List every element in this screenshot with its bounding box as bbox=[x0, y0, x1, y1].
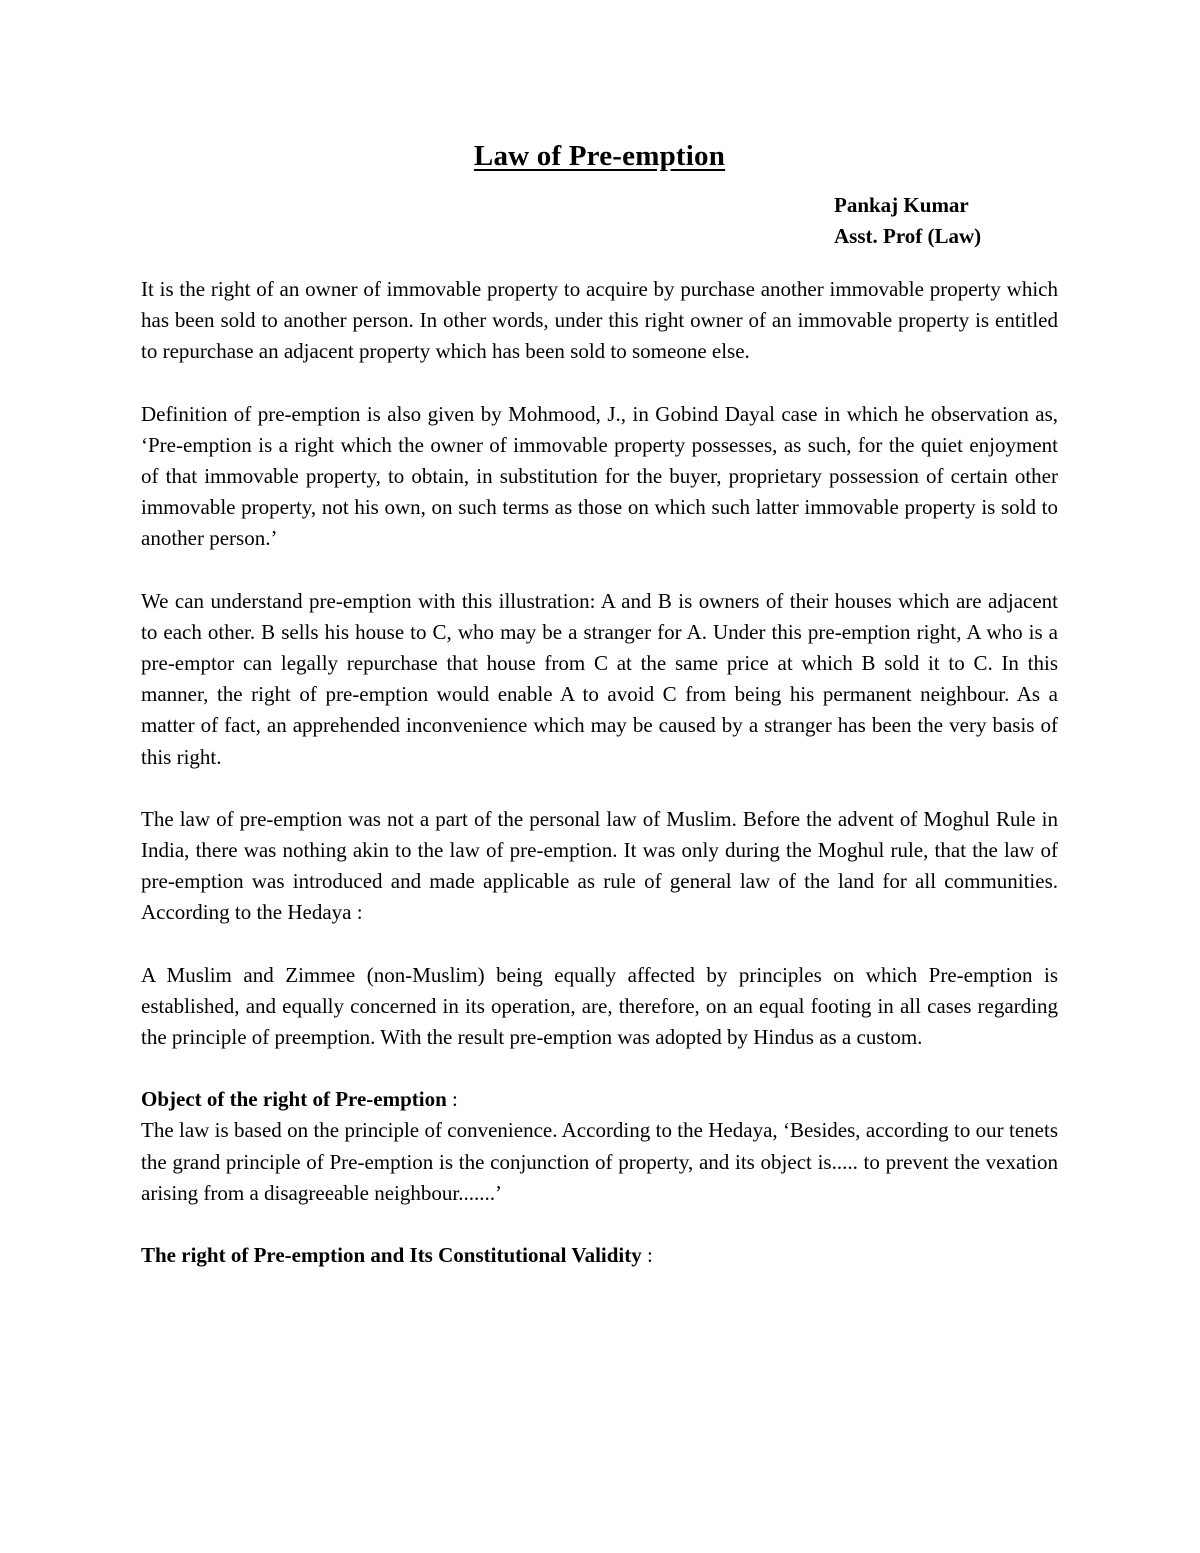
document-title: Law of Pre-emption bbox=[473, 140, 726, 172]
section-heading-validity bbox=[141, 1240, 1058, 1271]
section-heading-validity-suffix: : bbox=[641, 1243, 653, 1268]
section-heading-object-text: Object of the right of Pre-emption bbox=[141, 1087, 447, 1112]
section-heading-object bbox=[141, 1084, 1058, 1115]
paragraph-object: The law is based on the principle of convenience. According to the Hedaya, ‘Besides, according to our tenets the grand principle of Pre-emption is the conjunction of property, and its object is..... to prevent the vexation arising from a disagreeable neighbour.......’ bbox=[141, 1118, 1058, 1205]
author-name: Pankaj Kumar bbox=[834, 193, 969, 217]
section-heading-validity-text: The right of Pre-emption and Its Constitutional Validity bbox=[141, 1243, 642, 1268]
paragraph-illustration: We can understand pre-emption with this illustration: A and B is owners of their houses which are adjacent to each other. B sells his house to C, who may be a stranger for A. Under this pre-emption right, A who is a pre-emptor can legally repurchase that house from C at the same price at which B sold it to C. In this manner, the right of pre-emption would enable A to avoid C from being his permanent neighbour. As a matter of fact, an apprehended inconvenience which may be caused by a stranger has been the very basis of this right. bbox=[141, 588, 1058, 769]
paragraph-hedaya-quote: A Muslim and Zimmee (non-Muslim) being equally affected by principles on which Pre-emption is established, and equally concerned in its operation, are, therefore, on an equal footing in all cases regarding the principle of preemption. With the result pre-emption was adopted by Hindus as a custom. bbox=[141, 962, 1058, 1050]
author-role: Asst. Prof (Law) bbox=[834, 224, 982, 248]
document-page bbox=[141, 140, 1058, 1302]
author-block bbox=[141, 189, 1058, 253]
section-heading-object-suffix: : bbox=[446, 1087, 458, 1112]
paragraph-definition: It is the right of an owner of immovable property to acquire by purchase another immovable property which has been sold to another person. In other words, under this right owner of an immovable property is entitled to repurchase an adjacent property which has been sold to someone else. bbox=[141, 277, 1058, 364]
document-body bbox=[141, 274, 1058, 1271]
paragraph-history: The law of pre-emption was not a part of the personal law of Muslim. Before the advent of Moghul Rule in India, there was nothing akin to the law of pre-emption. It was only during the Moghul rule, that the law of pre-emption was introduced and made applicable as rule of general law of the land for all communities. According to the Hedaya : bbox=[141, 806, 1058, 925]
paragraph-mahmood-definition: Definition of pre-emption is also given by Mohmood, J., in Gobind Dayal case in which he observation as, ‘Pre-emption is a right which the owner of immovable property possesses, as such, for the quiet enjoyment of that immovable property, to obtain, in substitution for the buyer, proprietary possession of certain other immovable property, not his own, on such terms as those on which such latter immovable property is sold to another person.’ bbox=[141, 401, 1058, 551]
